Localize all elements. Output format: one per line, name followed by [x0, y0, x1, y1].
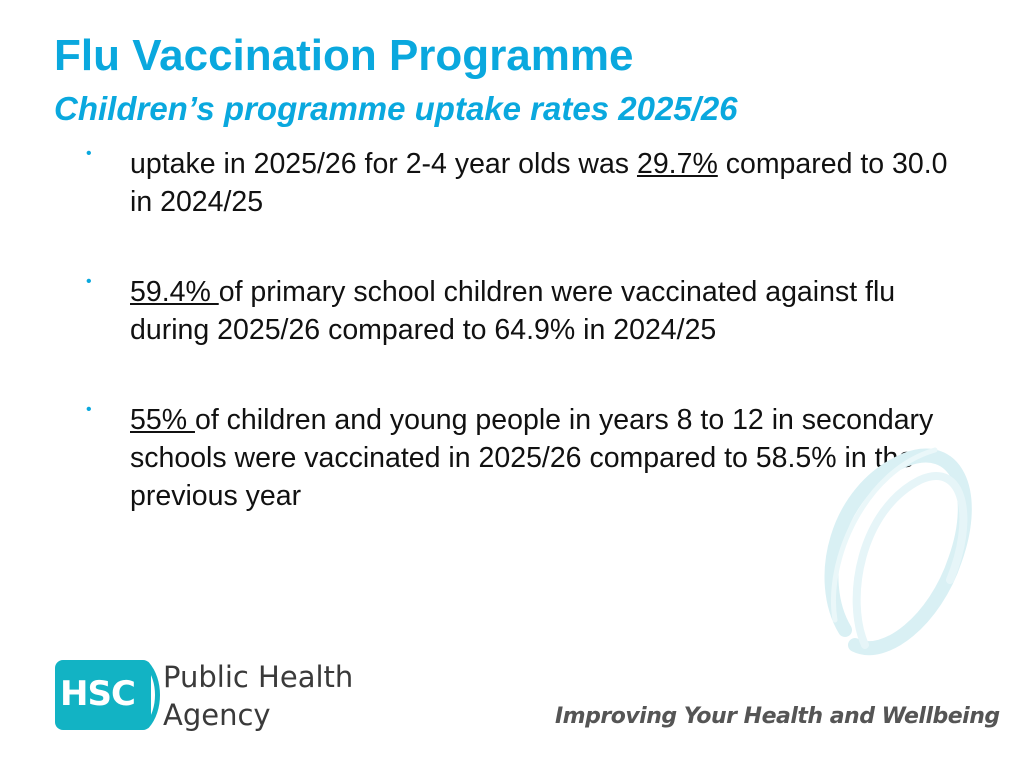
bullet-item-2: [84, 273, 954, 349]
tagline: Improving Your Health and Wellbeing: [555, 704, 1000, 729]
bullet-highlight-value: 29.7%: [636, 148, 718, 180]
bullet-highlight-value: 55%: [130, 404, 195, 436]
org-name-line1: Public Health: [163, 660, 354, 694]
bullet-item-1: [84, 145, 954, 221]
slide-title: Flu Vaccination Programme: [54, 31, 634, 80]
hsc-logo-icon: [55, 660, 151, 730]
hsc-logo-text: HSC: [60, 674, 135, 714]
bullet-text-pre: uptake in 2025/26 for 2-4 year olds was: [130, 148, 637, 180]
org-name-line2: Agency: [163, 698, 271, 732]
bullet-text-post: of children and young people in years 8 to 12 in secondary schools were vaccinated in 2025/26 compared to 58.5% in the previous year: [130, 404, 934, 512]
bullet-icon: •: [86, 145, 92, 162]
bullet-icon: •: [86, 273, 92, 290]
hsc-logo: [55, 660, 355, 736]
bullet-text-post: compared to 30.0 in 2024/25: [130, 148, 948, 218]
slide-subtitle: Children’s programme uptake rates 2025/26: [54, 90, 738, 127]
swirl-decoration-icon: [805, 430, 985, 670]
bullet-text-post: of primary school children were vaccinated against flu during 2025/26 compared to 64.9% in 2024/25: [130, 276, 896, 346]
bullet-highlight-value: 59.4%: [130, 276, 219, 308]
bullet-icon: •: [86, 401, 92, 418]
hsc-logo-arc-icon: [143, 660, 165, 730]
